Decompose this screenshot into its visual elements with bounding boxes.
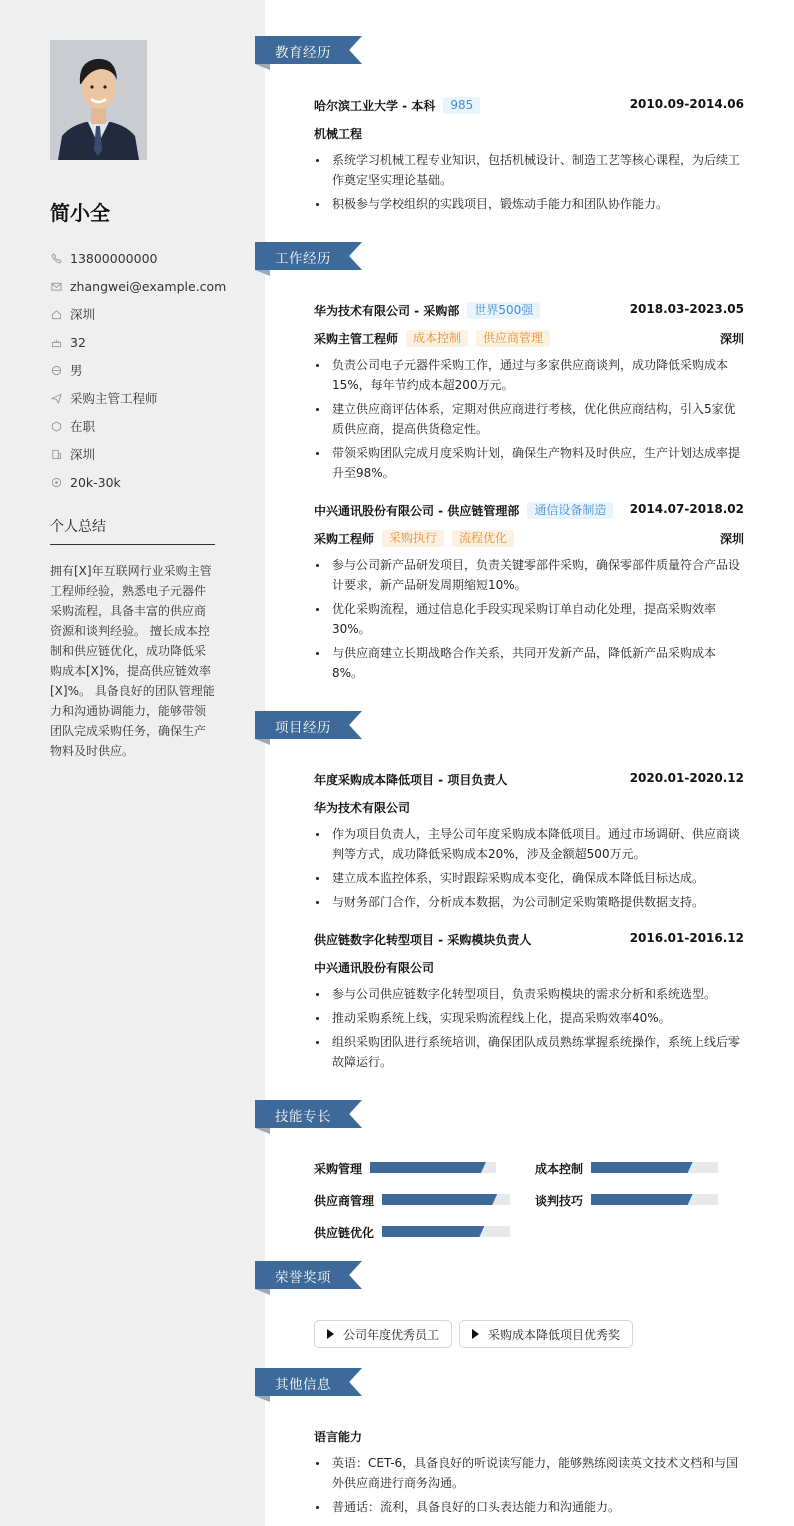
work-1-company: 华为技术有限公司 - 采购部 [314, 304, 460, 318]
work-2-company: 中兴通讯股份有限公司 - 供应链管理部 [314, 504, 520, 518]
section-header-work [255, 242, 365, 280]
age-icon [50, 336, 62, 348]
avatar-icon [50, 40, 147, 160]
section-title-projects: 项目经历 [275, 720, 331, 736]
section-title-education: 教育经历 [275, 45, 331, 61]
list-item: 英语：CET-6，具备良好的听说读写能力，能够熟练阅读英文技术文档和与国外供应商进行商务沟通。 [314, 1453, 744, 1493]
summary-text: 拥有[X]年互联网行业采购主管工程师经验，熟悉电子元器件采购流程，具备丰富的供应商资源和谈判经验。 擅长成本控制和供应链优化，成功降低采购成本[X]%，提高供应链效率[X]%。 具备良好的团队管理能力和沟通协调能力，能够带领团队完成采购任务，确保生产物料及时供应。 [50, 564, 215, 758]
work-2-role: 采购工程师 [314, 532, 375, 546]
list-item: 系统学习机械工程专业知识，包括机械设计、制造工艺等核心课程，为后续工作奠定坚实理论基础。 [314, 150, 744, 190]
other-bullets [314, 1453, 744, 1521]
education-school: 哈尔滨工业大学 - 本科 [314, 99, 436, 113]
skill-name: 成本控制 [535, 1162, 584, 1176]
project-2-company: 中兴通讯股份有限公司 [314, 961, 435, 975]
section-header-skills [255, 1100, 365, 1138]
skill-bar-fill [370, 1162, 486, 1173]
skill-bar [382, 1194, 510, 1205]
work-2-tag: 采购执行 [382, 530, 444, 547]
work-1-date: 2018.03-2023.05 [629, 302, 744, 316]
info-age-text: 32 [70, 334, 86, 350]
project-2-bullets [314, 984, 744, 1076]
list-item: 建立供应商评估体系，定期对供应商进行考核，优化供应商结构，引入5家优质供应商，提高供货稳定性。 [314, 399, 744, 439]
summary-divider [50, 544, 215, 545]
list-item: 组织采购团队进行系统培训，确保团队成员熟练掌握系统操作，系统上线后零故障运行。 [314, 1032, 744, 1072]
skill-name: 供应链优化 [314, 1226, 375, 1240]
work-2-tag: 流程优化 [452, 530, 514, 547]
skill-bar-fill [382, 1226, 484, 1237]
list-item: 带领采购团队完成月度采购计划，确保生产物料及时供应，生产计划达成率提升至98%。 [314, 443, 744, 483]
education-bullets [314, 150, 744, 218]
project-2-date: 2016.01-2016.12 [629, 931, 744, 945]
list-item: 参与公司供应链数字化转型项目，负责采购模块的需求分析和系统选型。 [314, 984, 744, 1004]
education-date: 2010.09-2014.06 [629, 97, 744, 111]
section-title-other: 其他信息 [275, 1377, 331, 1393]
award-label: 采购成本降低项目优秀奖 [488, 1327, 621, 1342]
play-icon [472, 1329, 479, 1339]
send-icon [50, 392, 62, 404]
section-title-skills: 技能专长 [275, 1109, 331, 1125]
list-item: 优化采购流程，通过信息化手段实现采购订单自动化处理，提高采购效率30%。 [314, 599, 744, 639]
skill-bar-fill [591, 1162, 693, 1173]
profile-photo [50, 40, 147, 160]
project-1-bullets [314, 824, 744, 916]
award-chip [459, 1320, 633, 1348]
section-title-awards: 荣誉奖项 [275, 1270, 331, 1286]
other-heading: 语言能力 [314, 1430, 363, 1444]
skill-name: 供应商管理 [314, 1194, 375, 1208]
skill-item [314, 1224, 374, 1241]
info-city [50, 440, 226, 468]
skill-bar [591, 1162, 718, 1173]
skill-bar [591, 1194, 718, 1205]
work-2-bullets [314, 555, 744, 687]
list-item: 积极参与学校组织的实践项目，锻炼动手能力和团队协作能力。 [314, 194, 744, 214]
summary-title: 个人总结 [50, 519, 106, 535]
info-position [50, 384, 226, 412]
skill-item [535, 1160, 583, 1177]
work-1-tag: 供应商管理 [476, 330, 550, 347]
work-1-bullets [314, 355, 744, 487]
list-item: 与供应商建立长期战略合作关系，共同开发新产品，降低新产品采购成本8%。 [314, 643, 744, 683]
award-chip [314, 1320, 452, 1348]
list-item: 普通话：流利，具备良好的口头表达能力和沟通能力。 [314, 1497, 744, 1517]
info-city-text: 深圳 [70, 447, 96, 462]
list-item: 建立成本监控体系，实时跟踪采购成本变化，确保成本降低目标达成。 [314, 868, 744, 888]
info-gender [50, 356, 226, 384]
skill-item [535, 1192, 583, 1209]
section-header-education [255, 36, 365, 74]
work-1-role: 采购主管工程师 [314, 332, 399, 346]
list-item: 作为项目负责人，主导公司年度采购成本降低项目。通过市场调研、供应商谈判等方式，成功降低采购成本20%，涉及金额超500万元。 [314, 824, 744, 864]
status-icon [50, 420, 62, 432]
list-item: 负责公司电子元器件采购工作，通过与多家供应商谈判，成功降低采购成本15%，每年节约成本超200万元。 [314, 355, 744, 395]
info-location-text: 深圳 [70, 307, 96, 322]
home-icon [50, 308, 62, 320]
project-2-title: 供应链数字化转型项目 - 采购模块负责人 [314, 933, 532, 947]
info-email [50, 272, 226, 300]
info-age [50, 328, 226, 356]
info-phone-text: 13800000000 [70, 250, 158, 266]
education-major: 机械工程 [314, 127, 363, 141]
info-salary-text: 20k-30k [70, 474, 121, 490]
profile-name: 简小全 [50, 201, 110, 225]
contact-info-list [50, 244, 226, 496]
info-email-text: zhangwei@example.com [70, 278, 227, 294]
award-label: 公司年度优秀员工 [343, 1327, 440, 1342]
list-item: 与财务部门合作，分析成本数据，为公司制定采购策略提供数据支持。 [314, 892, 744, 912]
skill-item [314, 1160, 362, 1177]
salary-icon [50, 476, 62, 488]
skill-item [314, 1192, 374, 1209]
gender-icon [50, 364, 62, 376]
info-location [50, 300, 226, 328]
section-header-awards [255, 1261, 365, 1299]
work-1-tag: 成本控制 [406, 330, 468, 347]
skill-bar [370, 1162, 496, 1173]
work-1-city: 深圳 [719, 332, 744, 346]
work-2-date: 2014.07-2018.02 [629, 502, 744, 516]
info-status [50, 412, 226, 440]
project-1-date: 2020.01-2020.12 [629, 771, 744, 785]
skill-bar [382, 1226, 510, 1237]
info-salary [50, 468, 226, 496]
info-position-text: 采购主管工程师 [70, 391, 158, 406]
work-2-city: 深圳 [719, 532, 744, 546]
section-header-projects [255, 711, 365, 749]
mail-icon [50, 280, 62, 292]
phone-icon [50, 252, 62, 264]
list-item: 参与公司新产品研发项目，负责关键零部件采购，确保零部件质量符合产品设计要求，新产品研发周期缩短10%。 [314, 555, 744, 595]
project-1-company: 华为技术有限公司 [314, 801, 411, 815]
skill-name: 采购管理 [314, 1162, 363, 1176]
section-title-work: 工作经历 [275, 251, 331, 267]
list-item: 推动采购系统上线，实现采购流程线上化，提高采购效率40%。 [314, 1008, 744, 1028]
skill-bar-fill [382, 1194, 497, 1205]
info-phone [50, 244, 226, 272]
education-tag: 985 [443, 97, 480, 114]
sidebar [0, 0, 265, 1526]
work-1-company-tag: 世界500强 [467, 302, 540, 319]
skill-bar-fill [591, 1194, 693, 1205]
info-gender-text: 男 [70, 363, 83, 378]
info-status-text: 在职 [70, 419, 96, 434]
play-icon [327, 1329, 334, 1339]
work-2-company-tag: 通信设备制造 [527, 502, 613, 519]
building-icon [50, 448, 62, 460]
project-1-title: 年度采购成本降低项目 - 项目负责人 [314, 773, 508, 787]
skill-name: 谈判技巧 [535, 1194, 584, 1208]
section-header-other [255, 1368, 365, 1406]
